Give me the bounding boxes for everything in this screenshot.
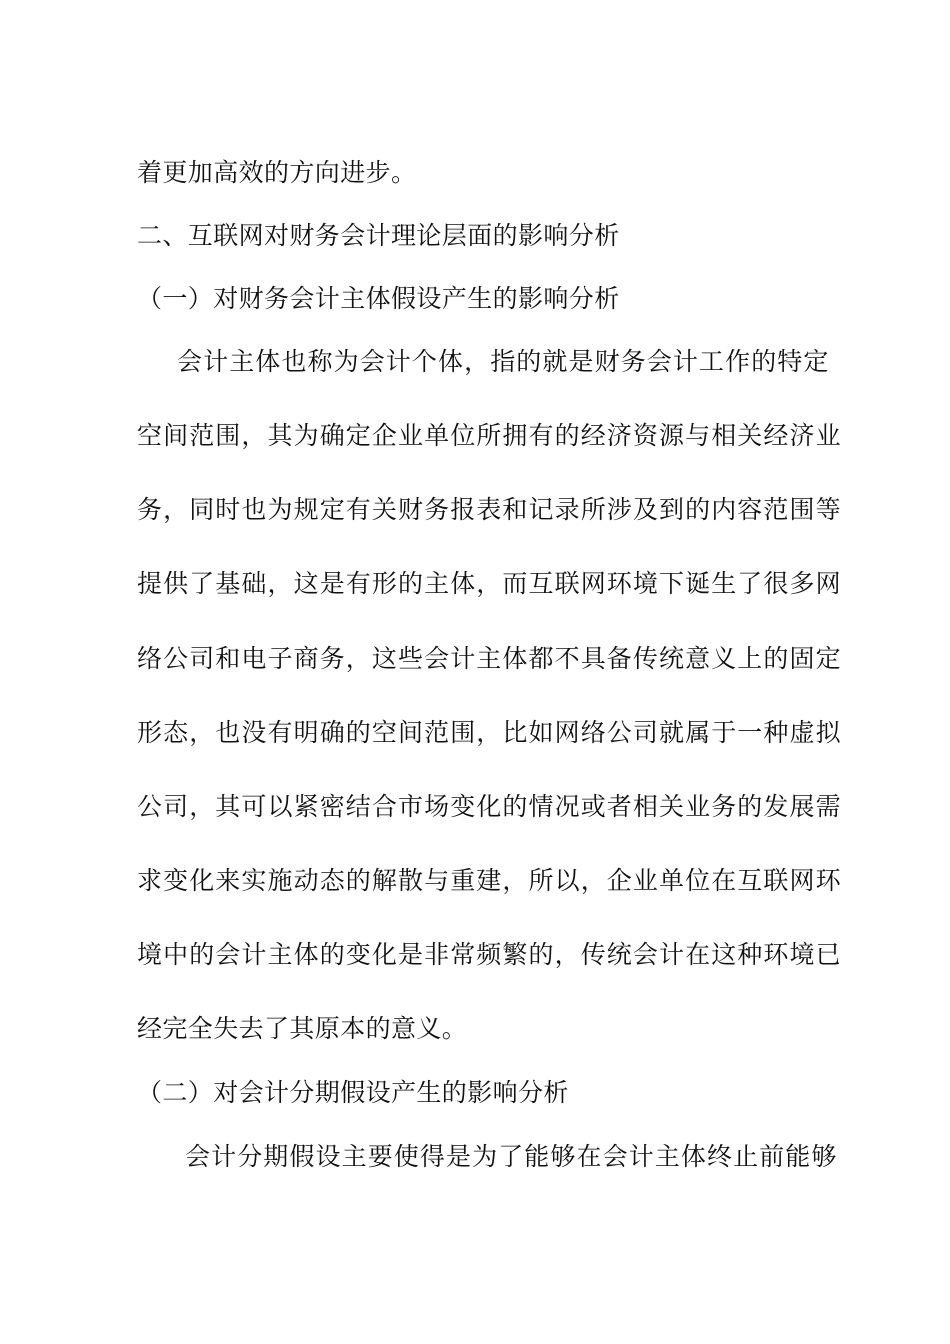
paragraph-line: 经完全失去了其原本的意义。 xyxy=(137,1014,468,1043)
paragraph-line: 务，同时也为规定有关财务报表和记录所涉及到的内容范围等 xyxy=(137,495,842,524)
paragraph-line: 提供了基础，这是有形的主体，而互联网环境下诞生了很多网 xyxy=(137,569,842,598)
subsection-heading: （二）对会计分期假设产生的影响分析 xyxy=(137,1078,569,1107)
paragraph-line: 空间范围，其为确定企业单位所拥有的经济资源与相关经济业 xyxy=(137,421,842,450)
paragraph-line: 络公司和电子商务，这些会计主体都不具备传统意义上的固定 xyxy=(137,644,842,673)
paragraph-line: 公司，其可以紧密结合市场变化的情况或者相关业务的发展需 xyxy=(137,792,842,821)
paragraph-line: 会计主体也称为会计个体，指的就是财务会计工作的特定 xyxy=(177,347,830,376)
paragraph-line: 会计分期假设主要使得是为了能够在会计主体终止前能够 xyxy=(185,1142,838,1171)
paragraph-line: 形态，也没有明确的空间范围，比如网络公司就属于一种虚拟 xyxy=(137,718,842,747)
section-heading: 二、互联网对财务会计理论层面的影响分析 xyxy=(137,221,620,250)
paragraph-line: 求变化来实施动态的解散与重建，所以，企业单位在互联网环 xyxy=(137,866,842,895)
paragraph-line: 着更加高效的方向进步。 xyxy=(137,158,417,187)
subsection-heading: （一）对财务会计主体假设产生的影响分析 xyxy=(137,284,620,313)
paragraph-line: 境中的会计主体的变化是非常频繁的，传统会计在这种环境已 xyxy=(137,940,842,969)
